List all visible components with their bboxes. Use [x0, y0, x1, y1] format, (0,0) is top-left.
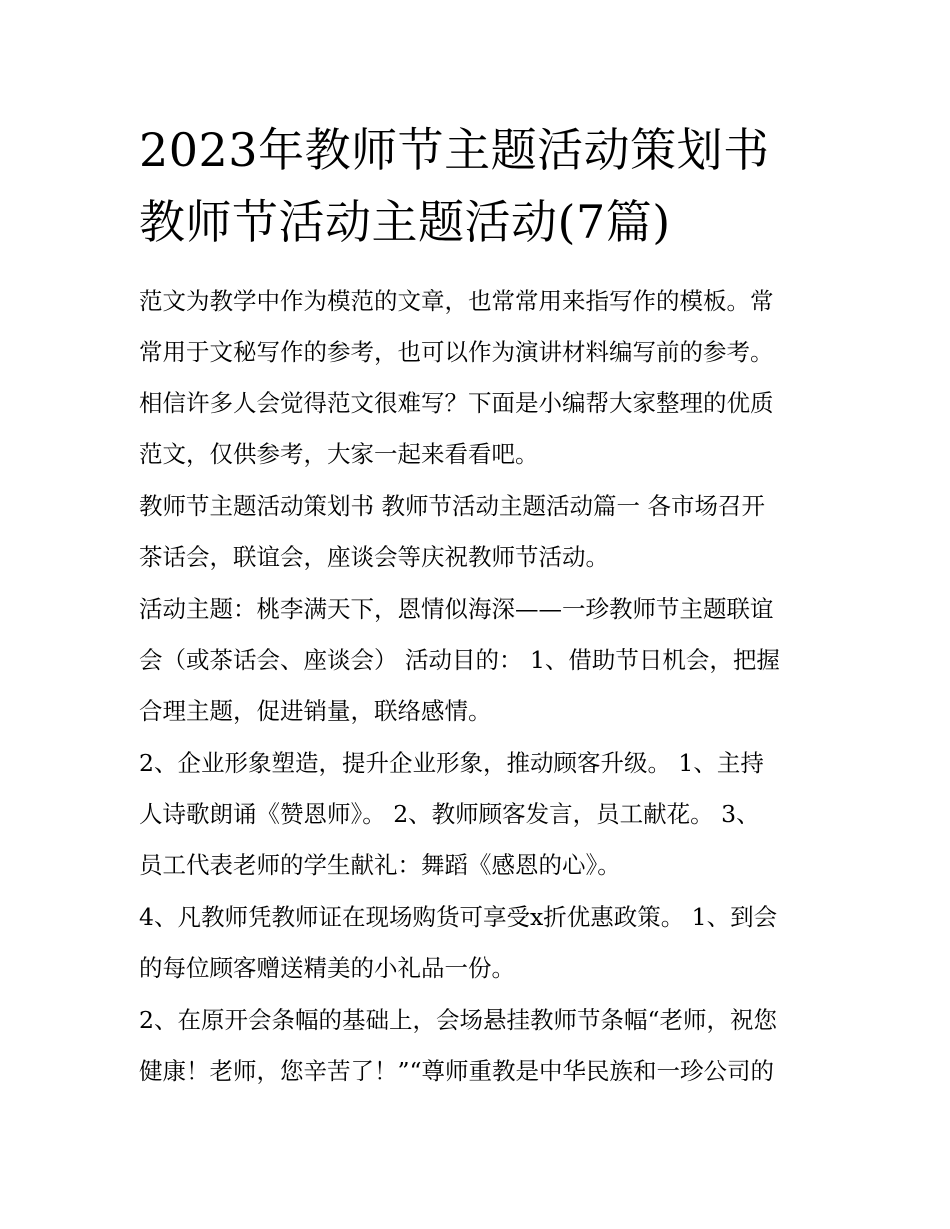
paragraph-line: 的每位顾客赠送精美的小礼品一份。	[139, 954, 515, 982]
paragraph-line: 教师节主题活动策划书 教师节活动主题活动篇一 各市场召开	[139, 492, 765, 520]
paragraph-line: 员工代表老师的学生献礼：舞蹈《感恩的心》。	[139, 851, 621, 879]
paragraph-line: 健康！老师，您辛苦了！”“尊师重教是中华民族和一珍公司的	[139, 1057, 775, 1085]
paragraph-line: 4、凡教师凭教师证在现场购货可享受x折优惠政策。 1、到会	[139, 903, 778, 931]
paragraph-line: 活动主题：桃李满天下，恩情似海深——一珍教师节主题联谊	[139, 595, 774, 623]
paragraph-line: 2、在原开会条幅的基础上，会场悬挂教师节条幅“老师，祝您	[139, 1006, 777, 1034]
paragraph-theme	[139, 584, 819, 737]
paragraph-line: 合理主题，促进销量，联络感情。	[139, 697, 492, 725]
paragraph-discount	[139, 892, 819, 994]
paragraph-line: 范文为教学中作为模范的文章，也常常用来指写作的模板。常	[139, 287, 774, 315]
paragraph-line: 2、企业形象塑造，提升企业形象，推动顾客升级。 1、主持	[139, 749, 764, 777]
paragraph-line: 常用于文秘写作的参考，也可以作为演讲材料编写前的参考。	[139, 338, 774, 366]
paragraph-section-1	[139, 481, 819, 583]
paragraph-program	[139, 738, 819, 891]
paragraph-line: 范文，仅供参考，大家一起来看看吧。	[139, 440, 539, 468]
title-line-2: 教师节活动主题活动(7篇)	[139, 195, 671, 249]
paragraph-line: 人诗歌朗诵《赞恩师》。 2、教师顾客发言，员工献花。 3、	[139, 800, 760, 828]
document-body	[139, 276, 819, 1098]
paragraph-intro	[139, 276, 819, 480]
paragraph-line: 相信许多人会觉得范文很难写？下面是小编帮大家整理的优质	[139, 389, 774, 417]
paragraph-banner	[139, 995, 819, 1097]
document-title	[139, 114, 819, 258]
title-line-1: 2023年教师节主题活动策划书	[139, 123, 770, 177]
paragraph-line: 会（或茶话会、座谈会） 活动目的： 1、借助节日机会，把握	[139, 646, 780, 674]
paragraph-line: 茶话会，联谊会，座谈会等庆祝教师节活动。	[139, 543, 609, 571]
